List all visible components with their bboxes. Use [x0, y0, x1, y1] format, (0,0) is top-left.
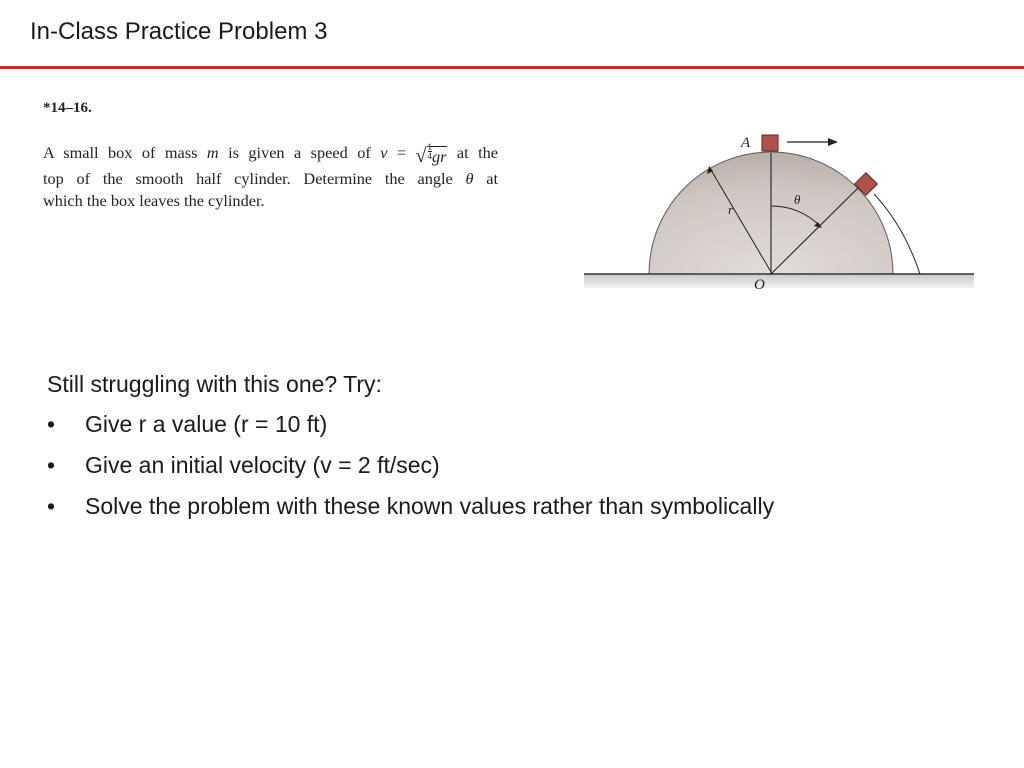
hint-bullet-item: • Solve the problem with these known values rather than symbolically — [47, 486, 774, 527]
label-theta: θ — [794, 192, 801, 207]
problem-line-3: which the box leaves the cylinder. — [43, 191, 265, 210]
slide-title: In-Class Practice Problem 3 — [30, 18, 328, 45]
bullet-icon: • — [47, 493, 56, 519]
hint-bullet-list — [47, 404, 774, 527]
mass-variable: m — [206, 143, 219, 162]
angle-variable: θ — [465, 169, 474, 188]
fraction-one-quarter: $\frac{1}{4}$ — [427, 142, 432, 161]
ground-hatch — [584, 274, 974, 288]
box-at-top — [762, 135, 778, 151]
hint-intro: Still struggling with this one? Try: — [47, 371, 382, 397]
problem-statement — [43, 142, 498, 212]
bullet-icon: • — [47, 411, 56, 437]
sqrt-expression: √ $\frac{1}{4}$ gr — [415, 142, 447, 167]
problem-line-1: A small box of mass m is given a speed of v = √ $\frac{1}{4}$ gr at the — [43, 142, 499, 167]
velocity-arrowhead-icon — [828, 138, 838, 146]
hint-section — [47, 364, 774, 527]
hint-bullet-item: • Give r a value (r = 10 ft) — [47, 404, 774, 445]
half-cylinder-figure — [582, 128, 976, 296]
problem-line-2: top of the smooth half cylinder. Determine the angle θ at — [43, 169, 498, 188]
radical-icon: √ — [415, 145, 427, 167]
label-r: r — [728, 202, 734, 217]
label-O: O — [754, 277, 765, 293]
label-A: A — [741, 135, 751, 151]
problem-number: *14–16. — [43, 100, 92, 116]
speed-variable: v — [380, 143, 388, 162]
bullet-icon: • — [47, 452, 56, 478]
hint-bullet-item: • Give an initial velocity (v = 2 ft/sec) — [47, 445, 774, 486]
title-divider — [0, 66, 1024, 69]
